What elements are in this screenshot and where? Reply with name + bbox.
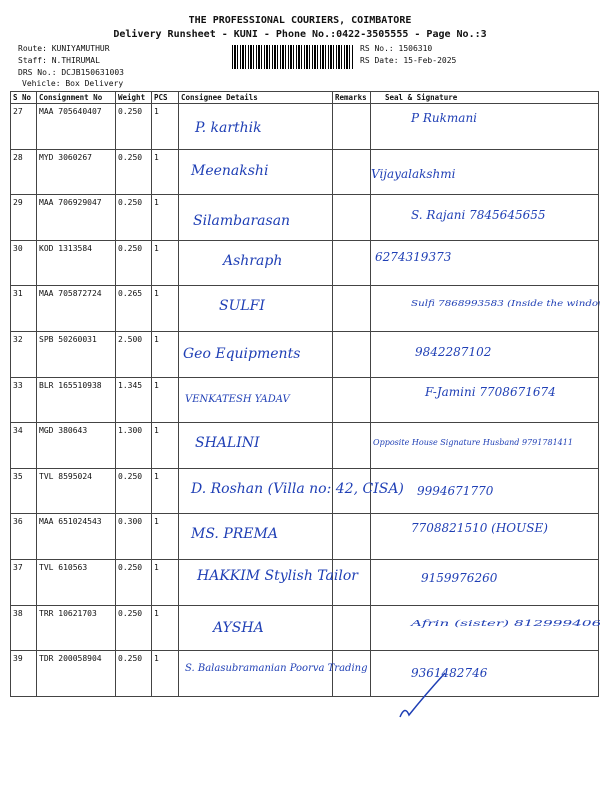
- consignee-handwriting-text: Meenakshi: [191, 162, 269, 179]
- consignment-cell: TVL 610563: [37, 559, 116, 605]
- signature-handwriting: [371, 332, 599, 376]
- consignee-handwriting: [179, 606, 333, 650]
- consignee-cell: [179, 104, 333, 150]
- sno-cell: 27: [11, 104, 37, 150]
- signature-handwriting: [371, 514, 599, 558]
- remarks-cell: [333, 514, 371, 560]
- sno-cell: 29: [11, 195, 37, 241]
- pcs-cell: 1: [152, 651, 179, 697]
- weight-cell: 0.250: [116, 240, 152, 286]
- pcs-cell: 1: [152, 423, 179, 469]
- signature-cell: [371, 286, 599, 332]
- weight-cell: 0.265: [116, 286, 152, 332]
- consignee-handwriting-text: HAKKIM Stylish Tailor: [197, 567, 358, 584]
- runsheet-subtitle: Delivery Runsheet - KUNI - Phone No.:0422-3505555 - Page No.:3: [113, 29, 487, 40]
- sno-cell: 34: [11, 423, 37, 469]
- remarks-cell: [333, 377, 371, 423]
- signature-handwriting-text: P Rukmani: [411, 111, 478, 125]
- signature-handwriting-text: 9159976260: [421, 570, 498, 585]
- table-row: [11, 651, 599, 697]
- consignee-handwriting-text: Geo Equipments: [183, 345, 301, 362]
- consignee-handwriting: [179, 378, 333, 422]
- column-header-sno: S No: [11, 92, 37, 104]
- consignee-cell: [179, 331, 333, 377]
- weight-cell: 0.250: [116, 149, 152, 195]
- consignee-handwriting: [179, 241, 333, 285]
- barcode: [232, 45, 354, 69]
- consignee-handwriting-text: Silambarasan: [193, 213, 291, 230]
- signature-cell: [371, 605, 599, 651]
- signature-handwriting-text: Afrin (sister) 8129994069: [411, 618, 523, 629]
- consignee-cell: [179, 423, 333, 469]
- consignee-cell: [179, 286, 333, 332]
- sno-cell: 36: [11, 514, 37, 560]
- column-header-consignment: Consignment No: [37, 92, 116, 104]
- runsheet-table: [10, 91, 599, 697]
- column-header-pcs: PCS: [152, 92, 179, 104]
- consignment-cell: MAA 651024543: [37, 514, 116, 560]
- consignment-cell: MAA 705640407: [37, 104, 116, 150]
- weight-cell: 0.250: [116, 468, 152, 514]
- pcs-cell: 1: [152, 377, 179, 423]
- consignment-cell: MAA 705872724: [37, 286, 116, 332]
- signature-handwriting-text: 9361482746: [411, 666, 488, 681]
- consignee-handwriting-text: P. karthik: [195, 120, 262, 136]
- weight-cell: 0.250: [116, 651, 152, 697]
- signature-cell: [371, 559, 599, 605]
- table-row: [11, 605, 599, 651]
- signature-handwriting: [371, 423, 599, 467]
- signature-handwriting: [371, 104, 599, 148]
- weight-cell: 0.250: [116, 104, 152, 150]
- consignee-cell: [179, 468, 404, 514]
- consignee-handwriting: [179, 286, 333, 330]
- vehicle-label: Vehicle: Box Delivery: [22, 79, 124, 88]
- signature-cell: [371, 377, 599, 423]
- signature-handwriting: [371, 606, 599, 650]
- consignee-cell: [179, 195, 333, 241]
- signature-handwriting: [371, 560, 599, 604]
- signature-cell: [371, 468, 599, 514]
- sno-cell: 31: [11, 286, 37, 332]
- consignee-handwriting-text: SHALINI: [195, 435, 260, 452]
- signature-handwriting-text: 7708821510 (HOUSE): [411, 521, 548, 536]
- rs-number: RS No.: 1506310: [360, 44, 433, 53]
- signature-handwriting: [371, 378, 599, 422]
- table-row: [11, 286, 599, 332]
- signature-handwriting-text: Opposite House Signature Husband 9791781411: [373, 438, 573, 449]
- route-label: Route: KUNIYAMUTHUR: [18, 44, 110, 53]
- consignment-cell: BLR 165510938: [37, 377, 116, 423]
- remarks-cell: [333, 149, 371, 195]
- signature-handwriting-text: Sulfi 7868993583 (Inside the window): [411, 299, 576, 310]
- column-header-weight: Weight: [116, 92, 152, 104]
- drs-label: DRS No.: DCJB150631003: [18, 68, 124, 77]
- consignment-cell: TRR 10621703: [37, 605, 116, 651]
- signature-handwriting: [371, 150, 599, 194]
- consignment-cell: MAA 706929047: [37, 195, 116, 241]
- weight-cell: 1.300: [116, 423, 152, 469]
- consignee-handwriting: [179, 560, 358, 604]
- signature-cell: [371, 149, 599, 195]
- weight-cell: 0.250: [116, 195, 152, 241]
- consignee-cell: [179, 149, 333, 195]
- sno-cell: 38: [11, 605, 37, 651]
- consignee-handwriting-text: Ashraph: [223, 252, 283, 269]
- sno-cell: 33: [11, 377, 37, 423]
- signature-cell: [371, 331, 599, 377]
- consignee-cell: [179, 240, 333, 286]
- table-row: [11, 149, 599, 195]
- pcs-cell: 1: [152, 149, 179, 195]
- signature-handwriting: [371, 241, 599, 285]
- consignee-handwriting: [179, 651, 368, 695]
- remarks-cell: [333, 195, 371, 241]
- signature-handwriting: [371, 286, 599, 330]
- pcs-cell: 1: [152, 559, 179, 605]
- weight-cell: 2.500: [116, 331, 152, 377]
- signature-handwriting-text: 9842287102: [415, 344, 492, 359]
- weight-cell: 0.250: [116, 605, 152, 651]
- pcs-cell: 1: [152, 514, 179, 560]
- consignment-cell: KOD 1313584: [37, 240, 116, 286]
- consignee-handwriting-text: VENKATESH YADAV: [185, 393, 290, 405]
- weight-cell: 0.250: [116, 559, 152, 605]
- consignee-handwriting: [179, 150, 333, 194]
- sno-cell: 35: [11, 468, 37, 514]
- consignee-handwriting-text: D. Roshan (Villa no: 42, CISA): [191, 480, 404, 497]
- signature-handwriting-text: Vijayalakshmi: [371, 166, 456, 181]
- table-row: [11, 377, 599, 423]
- sno-cell: 37: [11, 559, 37, 605]
- consignee-handwriting: [179, 514, 333, 558]
- table-row: [11, 331, 599, 377]
- table-row: [11, 104, 599, 150]
- sno-cell: 39: [11, 651, 37, 697]
- weight-cell: 1.345: [116, 377, 152, 423]
- consignee-handwriting-text: SULFI: [219, 298, 265, 315]
- consignee-cell: [179, 651, 368, 697]
- rs-date: RS Date: 15-Feb-2025: [360, 56, 457, 65]
- signature-handwriting: [371, 469, 599, 513]
- signature-handwriting-text: 9994671770: [417, 483, 494, 498]
- consignment-cell: MGD 380643: [37, 423, 116, 469]
- remarks-cell: [333, 331, 371, 377]
- consignment-cell: TVL 8595024: [37, 468, 116, 514]
- table-row: [11, 423, 599, 469]
- pcs-cell: 1: [152, 195, 179, 241]
- signature-cell: [371, 514, 599, 560]
- consignee-handwriting-text: MS. PREMA: [191, 526, 278, 543]
- pcs-cell: 1: [152, 331, 179, 377]
- pcs-cell: 1: [152, 104, 179, 150]
- consignee-handwriting-text: AYSHA: [213, 619, 264, 636]
- signature-handwriting: [371, 195, 599, 239]
- remarks-cell: [333, 605, 371, 651]
- consignee-handwriting: [179, 423, 333, 467]
- pcs-cell: 1: [152, 240, 179, 286]
- sno-cell: 30: [11, 240, 37, 286]
- consignee-handwriting: [179, 195, 333, 239]
- sno-cell: 28: [11, 149, 37, 195]
- consignee-handwriting-text: S. Balasubramanian Poorva Trading: [185, 663, 368, 675]
- remarks-cell: [333, 240, 371, 286]
- consignee-cell: [179, 559, 358, 605]
- signature-cell: [371, 423, 599, 469]
- pcs-cell: 1: [152, 605, 179, 651]
- final-signature-tick: [395, 665, 455, 725]
- column-header-consignee: Consignee Details: [179, 92, 333, 104]
- consignee-cell: [179, 514, 333, 560]
- consignee-cell: [179, 605, 333, 651]
- signature-cell: [371, 195, 599, 241]
- weight-cell: 0.300: [116, 514, 152, 560]
- table-header-row: [11, 92, 599, 104]
- signature-handwriting-text: S. Rajani 7845645655: [411, 208, 546, 223]
- column-header-signature: Seal & Signature: [371, 92, 599, 104]
- consignment-cell: SPB 50260031: [37, 331, 116, 377]
- signature-handwriting-text: 6274319373: [375, 249, 452, 264]
- table-row: [11, 514, 599, 560]
- column-header-remarks: Remarks: [333, 92, 371, 104]
- table-row: [11, 559, 599, 605]
- company-title: THE PROFESSIONAL COURIERS, COIMBATORE: [188, 15, 412, 26]
- table-row: [11, 195, 599, 241]
- consignee-handwriting: [179, 469, 404, 513]
- signature-cell: [371, 240, 599, 286]
- sno-cell: 32: [11, 331, 37, 377]
- consignment-cell: MYD 3060267: [37, 149, 116, 195]
- remarks-cell: [333, 104, 371, 150]
- consignee-cell: [179, 377, 333, 423]
- staff-label: Staff: N.THIRUMAL: [18, 56, 100, 65]
- table-row: [11, 240, 599, 286]
- consignee-handwriting: [179, 104, 333, 148]
- table-row: [11, 468, 599, 514]
- remarks-cell: [333, 286, 371, 332]
- signature-handwriting-text: F-Jamini 7708671674: [425, 384, 556, 399]
- pcs-cell: 1: [152, 286, 179, 332]
- consignee-handwriting: [179, 332, 333, 376]
- pcs-cell: 1: [152, 468, 179, 514]
- consignment-cell: TDR 200058904: [37, 651, 116, 697]
- signature-cell: [371, 104, 599, 150]
- remarks-cell: [333, 423, 371, 469]
